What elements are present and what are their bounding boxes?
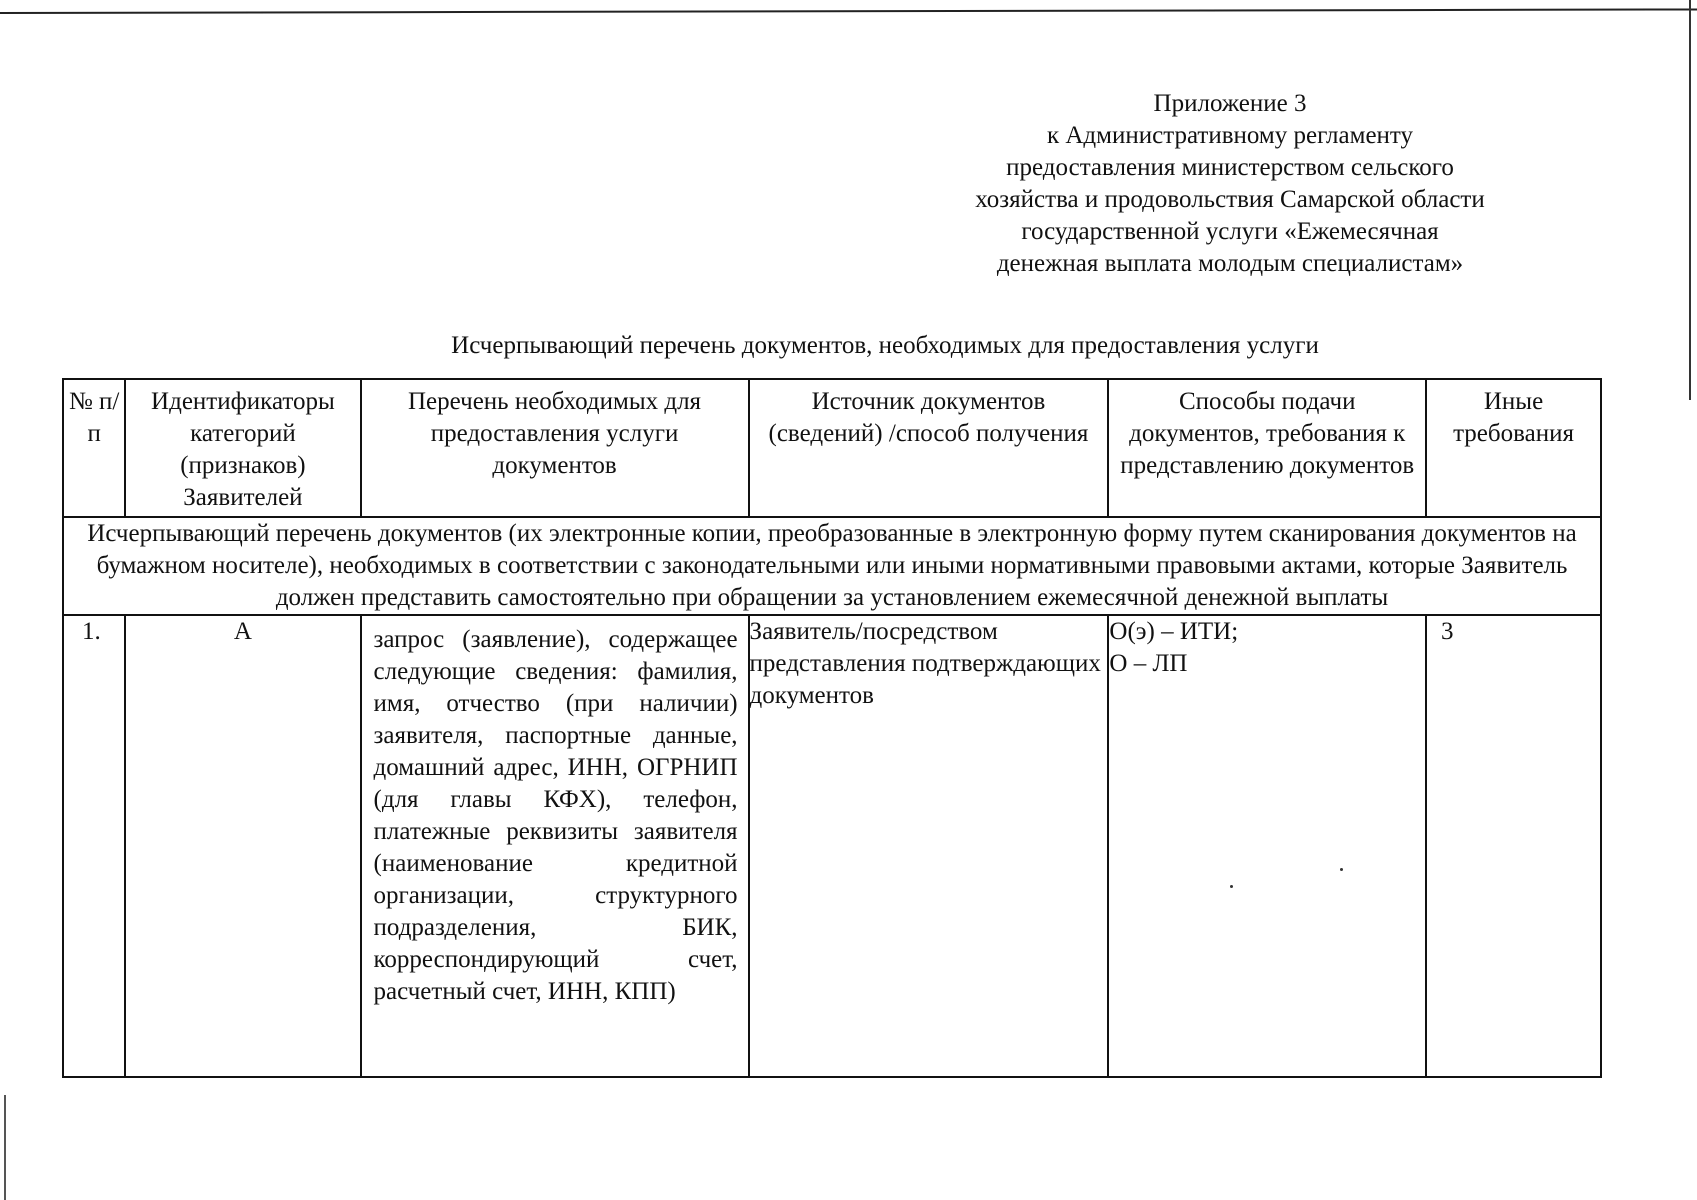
cell-source: Заявитель/посредством представления подтверждающих документов: [749, 615, 1109, 1077]
scan-edge-top: [0, 8, 1697, 14]
scan-speck: [1230, 885, 1233, 888]
section-description: Исчерпывающий перечень документов (их электронные копии, преобразованные в электронную форму путем сканирования документов на бумажном носителе), необходимых в соответствии с законодательными или иными нормативными правовыми актами, которые Заявитель должен представить самостоятельно при обращении за установлением ежемесячной денежной выплаты: [63, 517, 1601, 615]
header-source: Источник документов (сведений) /способ получения: [749, 379, 1109, 517]
table-section-row: [63, 517, 1601, 615]
appendix-line: к Административному регламенту: [1046, 122, 1414, 149]
appendix-line: Приложение 3: [1153, 90, 1307, 117]
appendix-line: государственной услуги «Ежемесячная: [1021, 218, 1439, 245]
scan-edge-right: [1689, 0, 1691, 400]
header-other: Иные требования: [1426, 379, 1601, 517]
table-header-row: [63, 379, 1601, 517]
appendix-line: предоставления министерством сельского: [1006, 154, 1454, 181]
cell-other: 3: [1426, 615, 1601, 1077]
cell-documents-list: запрос (заявление), содержащее следующие сведения: фамилия, имя, отчество (при наличии) заявителя, паспортные данные, домашний адрес, ИНН, ОГРНИП (для главы КФХ), телефон, платежные реквизиты заявителя (наименование кредитной организации, структурного подразделения, БИК, корреспондирующий счет, расчетный счет, ИНН, КПП): [361, 615, 749, 1077]
appendix-header: [925, 88, 1535, 280]
document-title: Исчерпывающий перечень документов, необходимых для предоставления услуги: [451, 332, 1319, 359]
submission-line: О – ЛП: [1109, 650, 1188, 677]
cell-identifier: А: [125, 615, 360, 1077]
submission-line: О(э) – ИТИ;: [1109, 618, 1239, 645]
header-submission: Способы подачи документов, требования к представлению документов: [1108, 379, 1426, 517]
documents-table: [62, 378, 1602, 1078]
table-row: [63, 615, 1601, 1077]
scan-speck: [1340, 868, 1343, 871]
appendix-line: денежная выплата молодым специалистам»: [996, 250, 1464, 277]
header-identifiers: Идентификаторы категорий (признаков) Заявителей: [125, 379, 360, 517]
cell-submission: [1108, 615, 1426, 1077]
cell-num: 1.: [63, 615, 125, 1077]
scan-edge-left: [4, 1095, 6, 1200]
appendix-line: хозяйства и продовольствия Самарской области: [975, 186, 1485, 213]
header-documents-list: Перечень необходимых для предоставления услуги документов: [361, 379, 749, 517]
header-num: № п/п: [63, 379, 125, 517]
